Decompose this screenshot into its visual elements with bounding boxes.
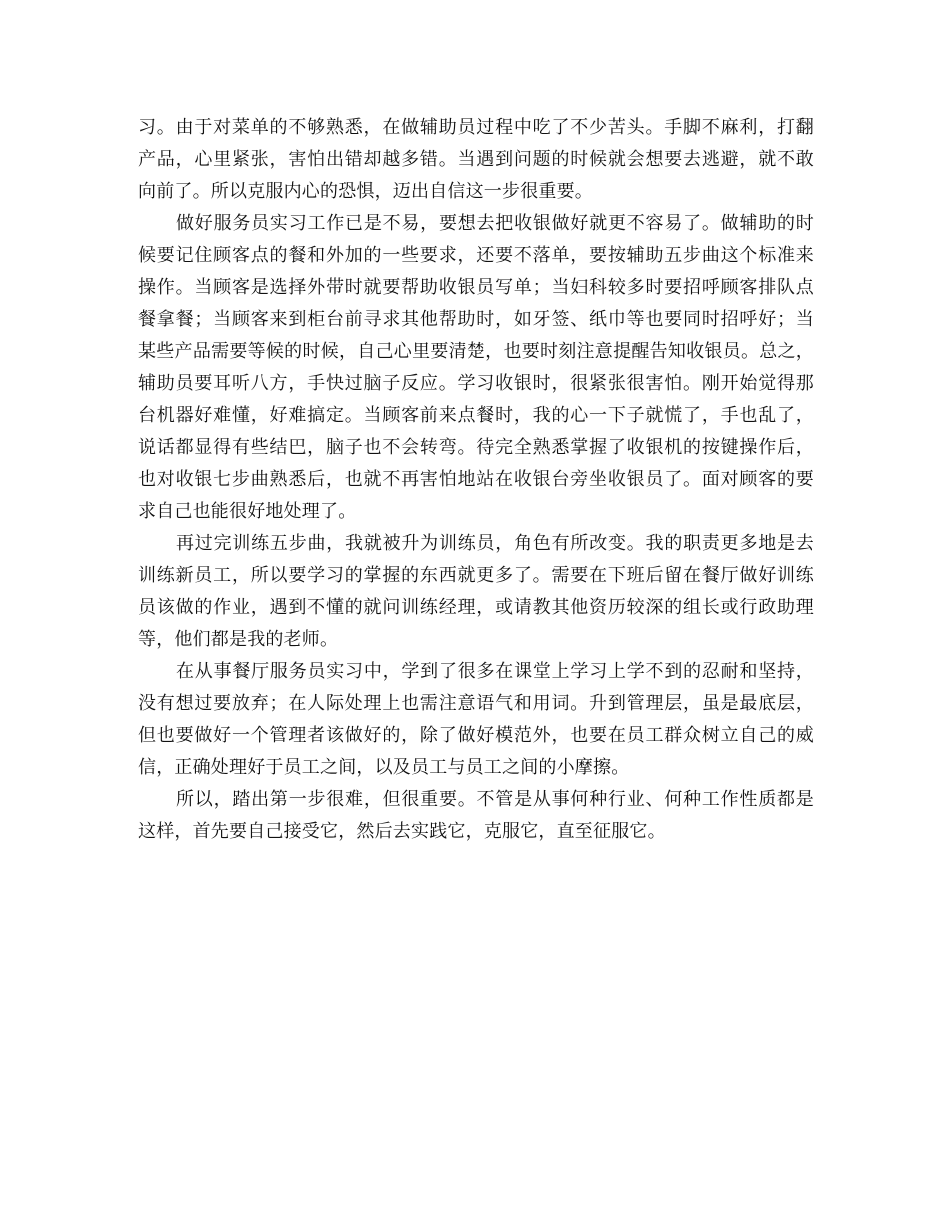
text-line: 说话都显得有些结巴，脑子也不会转弯。待完全熟悉掌握了收银机的按键操作后， [138, 437, 814, 458]
text-line: 这样，首先要自己接受它，然后去实践它，克服它，直至征服它。 [138, 821, 666, 842]
text-line: 等，他们都是我的老师。 [138, 629, 339, 650]
text-line: 训练新员工，所以要学习的掌握的东西就更多了。需要在下班后留在餐厅做好训练 [138, 565, 814, 586]
text-line: 某些产品需要等候的时候，自己心里要清楚，也要时刻注意提醒告知收银员。总之， [138, 341, 814, 362]
text-line: 辅助员要耳听八方，手快过脑子反应。学习收银时，很紧张很害怕。刚开始觉得那 [138, 373, 814, 394]
text-line: 员该做的作业，遇到不懂的就问训练经理，或请教其他资历较深的组长或行政助理 [138, 597, 814, 618]
document-body [138, 112, 814, 848]
paragraph-first-line: 再过完训练五步曲，我就被升为训练员，角色有所改变。我的职责更多地是去 [176, 533, 814, 554]
text-line: 操作。当顾客是选择外带时就要帮助收银员写单；当妇科较多时要招呼顾客排队点 [138, 277, 814, 298]
paragraph-first-line: 所以，踏出第一步很难，但很重要。不管是从事何种行业、何种工作性质都是 [176, 789, 814, 810]
text-line: 也对收银七步曲熟悉后，也就不再害怕地站在收银台旁坐收银员了。面对顾客的要 [138, 469, 814, 490]
text-line: 习。由于对菜单的不够熟悉，在做辅助员过程中吃了不少苦头。手脚不麻利，打翻 [138, 117, 814, 138]
text-line: 产品，心里紧张，害怕出错却越多错。当遇到问题的时候就会想要去逃避，就不敢 [138, 149, 814, 170]
text-line: 求自己也能很好地处理了。 [138, 501, 357, 522]
paragraph-first-line: 做好服务员实习工作已是不易，要想去把收银做好就更不容易了。做辅助的时 [176, 213, 814, 234]
text-line: 台机器好难懂，好难搞定。当顾客前来点餐时，我的心一下子就慌了，手也乱了， [138, 405, 814, 426]
text-line: 餐拿餐；当顾客来到柜台前寻求其他帮助时，如牙签、纸巾等也要同时招呼好；当 [138, 309, 814, 330]
text-line: 但也要做好一个管理者该做好的，除了做好模范外，也要在员工群众树立自己的威 [138, 725, 814, 746]
text-line: 向前了。所以克服内心的恐惧，迈出自信这一步很重要。 [138, 181, 593, 202]
text-line: 候要记住顾客点的餐和外加的一些要求，还要不落单，要按辅助五步曲这个标准来 [138, 245, 814, 266]
text-line: 没有想过要放弃；在人际处理上也需注意语气和用词。升到管理层，虽是最底层， [138, 693, 814, 714]
text-line: 信，正确处理好于员工之间，以及员工与员工之间的小摩擦。 [138, 757, 630, 778]
paragraph-first-line: 在从事餐厅服务员实习中，学到了很多在课堂上学习上学不到的忍耐和坚持， [176, 661, 814, 682]
